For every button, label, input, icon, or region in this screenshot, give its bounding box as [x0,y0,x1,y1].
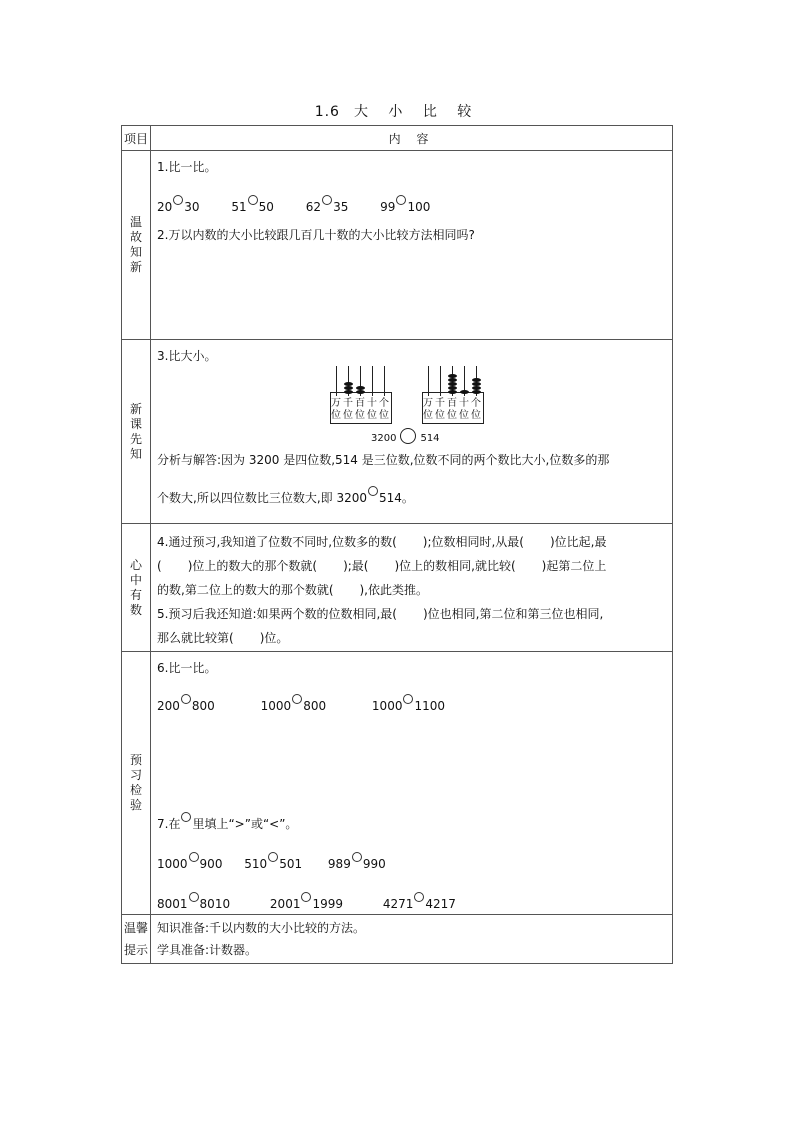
q6-item-3 [372,699,445,713]
q7-r1-3-left: 989 [327,857,351,871]
abacus-bead [472,382,481,386]
abacus-bead [344,382,353,386]
section-mind-label [122,524,151,652]
q5-text: )位。 [259,631,289,645]
analysis-2a: 个数大,所以四位数比三位数大,即 3200 [157,491,367,505]
abacus-place-label: 个位 [379,398,389,421]
abacus-place-label: 十位 [459,398,469,421]
compare-circle[interactable] [322,195,332,205]
abacus-bead [356,390,365,394]
q7-r2-3-left: 4271 [382,897,414,911]
q4-text: ),依此类推。 [359,583,428,597]
q1-item-1-left: 20 [157,200,173,214]
compare-circle[interactable] [414,892,424,902]
q1-item-4-right: 100 [407,200,431,214]
q5-text: )位也相同,第二位和第三位也相同, [423,607,604,621]
tips-line-2: 学具准备:计数器。 [157,943,258,957]
abacus-rod [440,366,441,396]
section-tips-content [151,915,673,964]
analysis-2b: 514。 [378,491,414,505]
compare-circle [368,486,378,496]
analysis-line-1: 分析与解答:因为 3200 是四位数,514 是三位数,位数不同的两个数比大小,位数多的那 [157,453,610,467]
q2-text: 2.万以内数的大小比较跟几百几十数的大小比较方法相同吗? [157,228,475,242]
q7-r1-1-left: 1000 [157,857,188,871]
abacus-place-label: 万位 [331,398,341,421]
section-tips-label [122,915,151,964]
section-review [122,151,673,340]
compare-circle[interactable] [292,694,302,704]
q6-items [157,694,666,716]
section-check-label-text: 预习检验 [129,753,142,812]
compare-circle[interactable] [396,195,406,205]
abacus-place-label: 十位 [367,398,377,421]
abacus-bead [472,386,481,390]
q4-text: )位上的数大的那个数就( [187,559,318,573]
title-text: 大 小 比 较 [353,104,480,120]
header-col-item [122,126,151,151]
q7-r1-2-right: 501 [279,857,303,871]
q6-item-1-right: 800 [191,699,215,713]
q5-text: 5.预习后我还知道:如果两个数的位数相同,最( [157,607,397,621]
q1-item-1 [157,200,200,214]
section-mind-content [151,524,673,652]
q6-item-2-right: 800 [303,699,327,713]
q1-item-4 [380,200,430,214]
q4-text: );最( [343,559,369,573]
abacus-rod [372,366,373,396]
section-review-label [122,151,151,340]
q1-item-3-left: 62 [305,200,322,214]
q4-line-3 [157,578,666,602]
section-tips [122,915,673,964]
section-mind-label-text: 心中有数 [129,557,142,617]
tips-line-1: 知识准备:千以内数的大小比较的方法。 [157,921,366,935]
q7-row-2 [157,892,666,914]
q4-text: );位数相同时,从最( [422,535,524,549]
compare-circle[interactable] [189,892,199,902]
q7-r1-3-right: 990 [362,857,386,871]
abacus-bead [356,386,365,390]
analysis-line-2 [157,486,666,508]
abacus-rod [336,366,337,396]
header-row [122,126,673,151]
abacus-place-label: 千位 [343,398,353,421]
q1-item-2-left: 51 [231,200,247,214]
page-title [0,101,794,121]
abacus-place-label: 个位 [471,398,481,421]
abacus-bead [472,390,481,394]
q6-item-3-left: 1000 [371,699,403,713]
q4-line-2 [157,554,666,578]
abacus-bead [448,378,457,382]
q6-item-1 [157,699,215,713]
section-newlesson-content [151,340,673,524]
section-newlesson-label-text: 新课先知 [129,401,142,461]
abacus-figure [157,366,666,448]
q4-text: )位比起,最 [550,535,607,549]
abacus-compare [371,428,440,444]
abacus-rod [384,366,385,396]
abacus-place-label: 万位 [423,398,433,421]
section-check-content [151,652,673,915]
abacus-rod [428,366,429,396]
q7-title [157,812,666,834]
abacus-bead [448,390,457,394]
section-check [122,652,673,915]
section-check-label [122,652,151,915]
q6-title: 6.比一比。 [157,661,217,675]
q6-item-1-left: 200 [157,699,180,713]
q7-r2-2-left: 2001 [269,897,301,911]
q7-text-a: 7.在 [157,817,181,831]
compare-circle[interactable] [301,892,311,902]
q5-line-1 [157,602,666,626]
q6-item-3-right: 1100 [414,699,446,713]
q1-item-3-right: 35 [333,200,349,214]
abacus-514 [422,366,484,424]
cmp-right: 514 [420,433,440,444]
q7-text-b: 里填上“>”或“<”。 [192,817,298,831]
compare-circle[interactable] [248,195,258,205]
section-mind [122,524,673,652]
q1-item-4-left: 99 [380,200,396,214]
abacus-bead [448,386,457,390]
q7-row-1 [157,852,666,874]
q4-line-1 [157,530,666,554]
q7-r2-1-right: 8010 [199,897,231,911]
q6-item-2-left: 1000 [260,699,292,713]
abacus-bead [344,386,353,390]
q5-text: 那么就比较第( [157,631,234,645]
compare-circle[interactable] [189,852,199,862]
section-review-label-text: 温故知新 [129,215,142,274]
q1-items [157,195,666,217]
worksheet-table [121,125,673,964]
header-col-content-text: 内 容 [388,131,435,146]
q1-title: 1.比一比。 [157,160,217,174]
compare-circle[interactable] [400,428,416,444]
q4-text: 4.通过预习,我知道了位数不同时,位数多的数( [157,535,397,549]
q5-line-2 [157,626,666,650]
abacus-bead [448,382,457,386]
q1-item-3 [306,200,349,214]
q7-r2-3-right: 4217 [425,897,456,911]
section-tips-label-text: 温馨提示 [123,921,148,957]
section-review-content [151,151,673,340]
q7-r1-1-right: 900 [199,857,223,871]
q3-title: 3.比大小。 [157,349,217,363]
abacus-place-label: 百位 [355,398,365,421]
q1-item-2 [231,200,274,214]
abacus-place-label: 百位 [447,398,457,421]
abacus-bead [472,378,481,382]
title-number: 1.6 [314,104,340,120]
circle-icon [181,812,191,822]
compare-circle[interactable] [181,694,191,704]
abacus-bead [344,390,353,394]
compare-circle[interactable] [352,852,362,862]
header-col-content [151,126,673,151]
q4-text: )起第二位上 [541,559,607,573]
abacus-3200 [330,366,392,424]
header-col-item-text: 项目 [123,131,148,146]
q4-text: )位上的数相同,就比较( [394,559,516,573]
abacus-bead [448,374,457,378]
q4-text: ( [157,559,162,573]
abacus-bead [460,390,469,394]
q4-text: 的数,第二位上的数大的那个数就( [157,583,334,597]
abacus-place-label: 千位 [435,398,445,421]
q6-item-2 [261,699,326,713]
cmp-left: 3200 [371,433,397,444]
q1-item-2-right: 50 [258,200,274,214]
q7-r1-2-left: 510 [244,857,268,871]
q7-r2-1-left: 8001 [157,897,188,911]
q7-r2-2-right: 1999 [312,897,344,911]
section-newlesson [122,340,673,524]
section-newlesson-label [122,340,151,524]
compare-circle[interactable] [403,694,413,704]
compare-circle[interactable] [268,852,278,862]
compare-circle[interactable] [173,195,183,205]
q1-item-1-right: 30 [184,200,200,214]
